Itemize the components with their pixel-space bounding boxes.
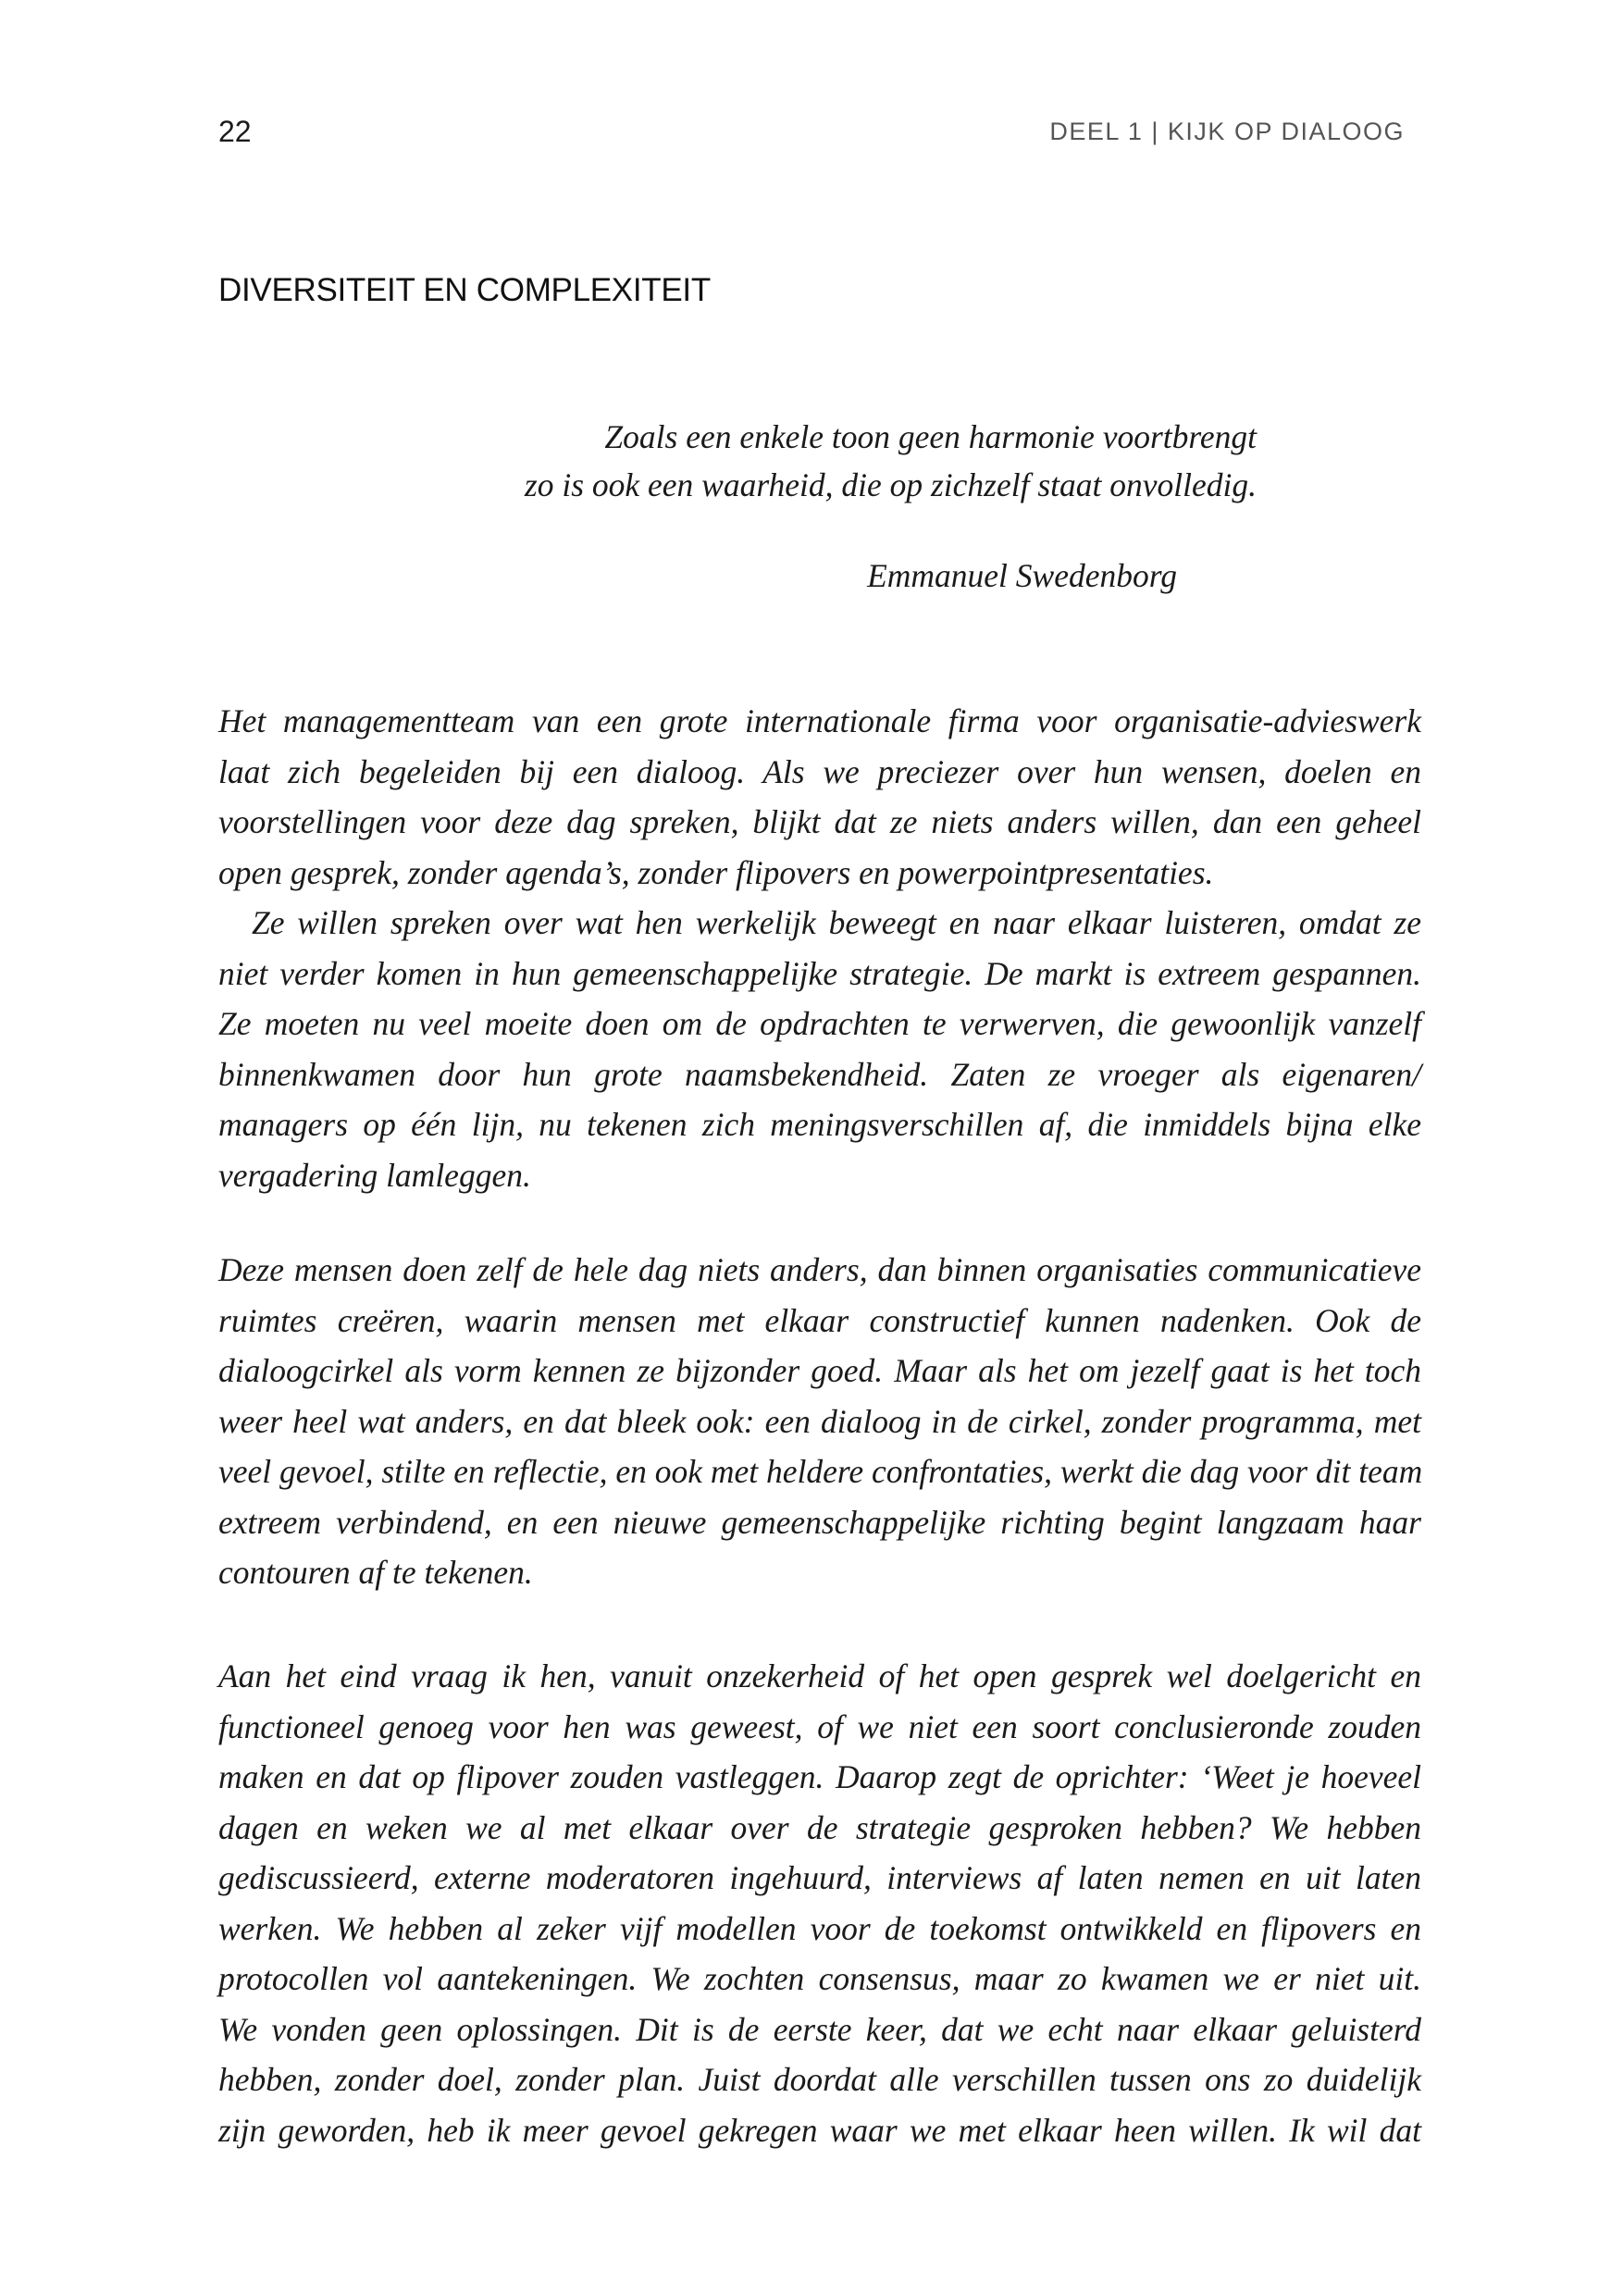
paragraph-line: Ze moeten nu veel moeite doen om de opdrachten te verwerven, die gewoonlijk vanzelf [218,1005,1421,1042]
paragraph-line: contouren af te tekenen. [218,1554,533,1591]
paragraph-line: functioneel genoeg voor hen was geweest, of we niet een soort conclusieronde zouden [218,1707,1421,1745]
epigraph-author: Emmanuel Swedenborg [867,557,1177,594]
paragraph-line: Ze willen spreken over wat hen werkelijk beweegt en naar elkaar luisteren, omdat ze [252,904,1421,941]
body-paragraph [218,1245,1421,1598]
running-header: DEEL 1 | KIJK OP DIALOOG [1049,118,1405,145]
paragraph-line: dialoogcirkel als vorm kennen ze bijzonder goed. Maar als het om jezelf gaat is het toch [218,1352,1421,1389]
paragraph-line: Deze mensen doen zelf de hele dag niets anders, dan binnen organisaties communicatieve [218,1251,1421,1288]
paragraph-line: vergadering lamleggen. [218,1156,531,1194]
paragraph-line: veel gevoel, stilte en reflectie, en ook met heldere confrontaties, werkt die dag voor dit team [218,1453,1423,1490]
paragraph-line: gediscussieerd, externe moderatoren ingehuurd, interviews af laten nemen en uit laten [218,1859,1421,1896]
paragraph-line: zijn geworden, heb ik meer gevoel gekregen waar we met elkaar heen willen. Ik wil dat [218,2111,1421,2149]
body-paragraph-block [218,696,1421,1200]
paragraph-line: hebben, zonder doel, zonder plan. Juist doordat alle verschillen tussen ons zo duidelijk [218,2061,1421,2098]
paragraph-line: niet verder komen in hun gemeenschappelijke strategie. De markt is extreem gespannen. [218,954,1421,992]
section-title: DIVERSITEIT EN COMPLEXITEIT [218,272,711,308]
paragraph-line: dagen en weken we al met elkaar over de strategie gesproken hebben? We hebben [218,1808,1421,1846]
paragraph-line: maken en dat op flipover zouden vastleggen. Daarop zegt de oprichter: ‘Weet je hoeveel [218,1758,1421,1795]
paragraph-line: ruimtes creëren, waarin mensen met elkaar constructief kunnen nadenken. Ook de [218,1301,1421,1339]
paragraph-line: binnenkwamen door hun grote naamsbekendheid. Zaten ze vroeger als eigenaren/ [218,1055,1421,1093]
epigraph [463,413,1257,509]
paragraph-line: We vonden geen oplossingen. Dit is de eerste keer, dat we echt naar elkaar geluisterd [218,2010,1421,2048]
epigraph-line: zo is ook een waarheid, die op zichzelf staat onvolledig. [524,466,1257,503]
page-number: 22 [218,115,252,148]
paragraph-line: Het managementteam van een grote internationale firma voor organisatie-advieswerk [218,702,1421,739]
paragraph-line: extreem verbindend, en een nieuwe gemeenschappelijke richting begint langzaam haar [218,1503,1421,1541]
paragraph-line: weer heel wat anders, en dat bleek ook: een dialoog in de cirkel, zonder programma, met [218,1402,1421,1440]
paragraph-line: laat zich begeleiden bij een dialoog. Als we preciezer over hun wensen, doelen en [218,752,1421,790]
paragraph-line: voorstellingen voor deze dag spreken, blijkt dat ze niets anders willen, dan een geheel [218,803,1421,840]
paragraph-line: open gesprek, zonder agenda’s, zonder flipovers en powerpointpresentaties. [218,853,1214,891]
epigraph-line: Zoals een enkele toon geen harmonie voortbrengt [604,418,1257,455]
paragraph-line: protocollen vol aantekeningen. We zochten consensus, maar zo kwamen we er niet uit. [218,1960,1421,1997]
body-paragraph [218,1651,1421,2155]
paragraph-line: werken. We hebben al zeker vijf modellen voor de toekomst ontwikkeld en flipovers en [218,1909,1421,1947]
paragraph-line: Aan het eind vraag ik hen, vanuit onzekerheid of het open gesprek wel doelgericht en [218,1657,1421,1694]
paragraph-line: managers op één lijn, nu tekenen zich meningsverschillen af, die inmiddels bijna elke [218,1106,1421,1143]
